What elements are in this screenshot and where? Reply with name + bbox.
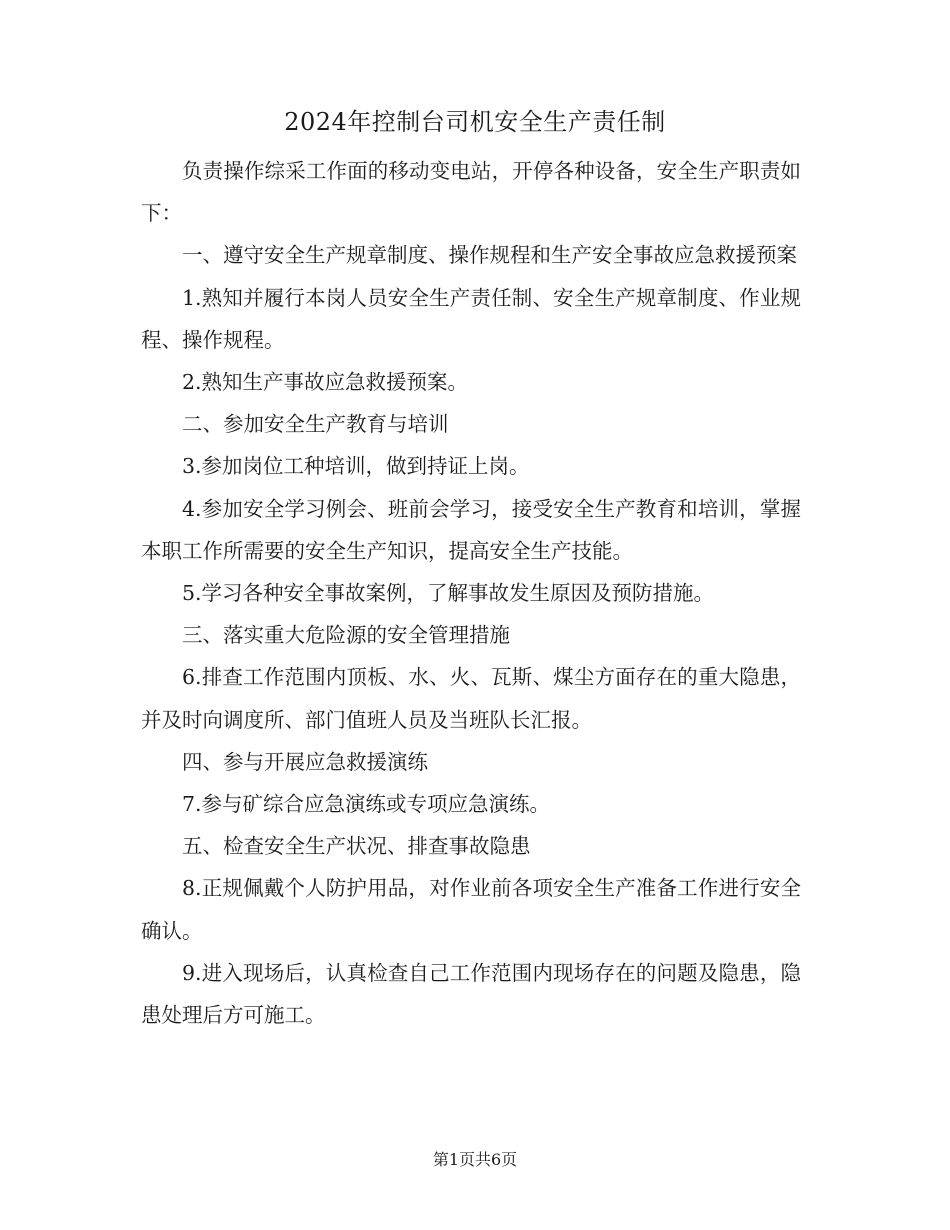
list-item-5: 5.学习各种安全事故案例，了解事故发生原因及预防措施。 — [182, 581, 715, 606]
list-item-8: 8.正规佩戴个人防护用品，对作业前各项安全生产准备工作进行安全确认。 — [141, 876, 801, 943]
section-heading-5: 五、检查安全生产状况、排查事故隐患 — [182, 834, 531, 859]
list-item-1: 1.熟知并履行本岗人员安全生产责任制、安全生产规章制度、作业规程、操作规程。 — [141, 285, 801, 352]
list-item-9: 9.进入现场后，认真检查自己工作范围内现场存在的问题及隐患，隐患处理后方可施工。 — [141, 960, 801, 1028]
list-item-3: 3.参加岗位工种培训，做到持证上岗。 — [182, 454, 530, 479]
section-heading-1: 一、遵守安全生产规章制度、操作规程和生产安全事故应急救援预案 — [182, 243, 797, 268]
document-body — [141, 150, 801, 1036]
list-item-7: 7.参与矿综合应急演练或专项应急演练。 — [182, 792, 551, 817]
list-item-4: 4.参加安全学习例会、班前会学习，接受安全生产教育和培训，掌握本职工作所需要的安全生产知识，提高安全生产技能。 — [141, 496, 801, 563]
paragraph-intro: 负责操作综采工作面的移动变电站，开停各种设备，安全生产职责如下： — [141, 159, 801, 226]
section-heading-4: 四、参与开展应急救援演练 — [182, 749, 428, 774]
section-heading-2: 二、参加安全生产教育与培训 — [182, 412, 449, 437]
list-item-2: 2.熟知生产事故应急救援预案。 — [182, 370, 469, 395]
section-heading-3: 三、落实重大危险源的安全管理措施 — [182, 623, 510, 648]
page-footer: 第1页共6页 — [432, 1150, 518, 1169]
list-item-6: 6.排查工作范围内顶板、水、火、瓦斯、煤尘方面存在的重大隐患，并及时向调度所、部门值班人员及当班队长汇报。 — [141, 665, 801, 732]
document-title: 2024年控制台司机安全生产责任制 — [284, 108, 666, 136]
